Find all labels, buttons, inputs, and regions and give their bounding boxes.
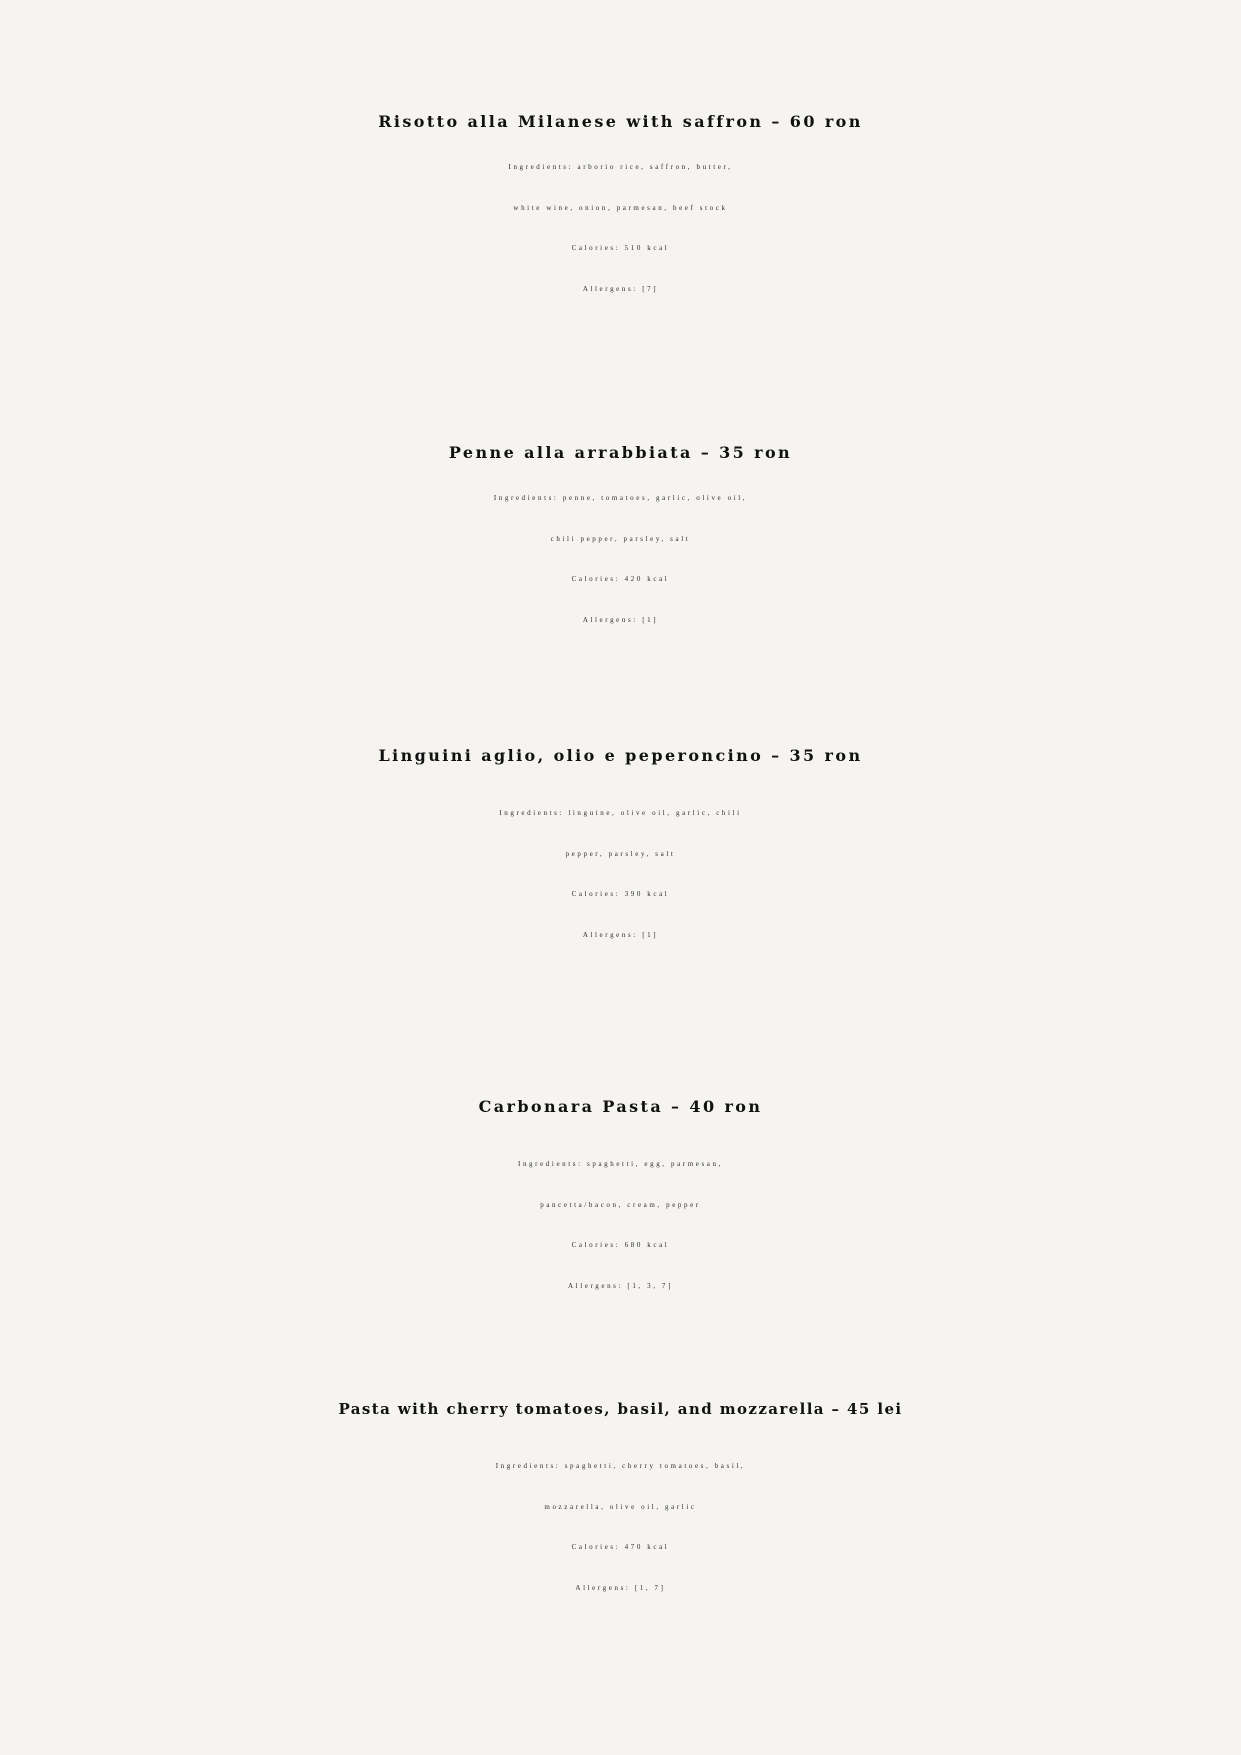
- dish-calories: Calories: 420 kcal: [571, 575, 670, 583]
- dish-calories: Calories: 390 kcal: [571, 890, 670, 898]
- menu-item-risotto: [0, 97, 1241, 309]
- dish-details: [0, 793, 1241, 955]
- dish-title: Pasta with cherry tomatoes, basil, and mozzarella – 45 lei: [338, 1400, 903, 1418]
- dish-ingredients: Ingredients: linguine, olive oil, garlic, chili: [499, 809, 742, 817]
- dish-ingredients: mozzarella, olive oil, garlic: [544, 1502, 697, 1511]
- dish-allergens: Allergens: [1, 7]: [575, 1583, 666, 1592]
- dish-details: [0, 147, 1241, 309]
- menu-item-linguini: [0, 731, 1241, 955]
- dish-ingredients: pancetta/bacon, cream, pepper: [540, 1200, 701, 1209]
- dish-details: [0, 1144, 1241, 1306]
- dish-allergens: Allergens: [7]: [582, 284, 659, 293]
- dish-ingredients: white wine, onion, parmesan, beef stock: [513, 203, 728, 212]
- menu-item-carbonara: [0, 1082, 1241, 1306]
- dish-ingredients: Ingredients: spaghetti, egg, parmesan,: [518, 1160, 723, 1168]
- dish-calories: Calories: 510 kcal: [571, 244, 670, 252]
- dish-calories: Calories: 470 kcal: [571, 1543, 670, 1551]
- dish-allergens: Allergens: [1]: [582, 615, 659, 624]
- dish-details: [0, 1446, 1241, 1608]
- dish-ingredients: pepper, parsley, salt: [565, 849, 676, 858]
- dish-details: [0, 478, 1241, 640]
- dish-ingredients: Ingredients: penne, tomatoes, garlic, olive oil,: [493, 494, 748, 502]
- dish-ingredients: Ingredients: arborio rice, saffron, butter,: [508, 163, 733, 171]
- dish-calories: Calories: 680 kcal: [571, 1241, 670, 1249]
- dish-allergens: Allergens: [1]: [582, 930, 659, 939]
- dish-title: Risotto alla Milanese with saffron – 60 ron: [378, 112, 863, 131]
- dish-ingredients: chili pepper, parsley, salt: [550, 534, 691, 543]
- dish-ingredients: Ingredients: spaghetti, cherry tomatoes, basil,: [495, 1462, 746, 1470]
- menu-item-penne: [0, 428, 1241, 640]
- dish-allergens: Allergens: [1, 3, 7]: [568, 1281, 673, 1290]
- dish-title: Penne alla arrabbiata – 35 ron: [448, 443, 793, 462]
- dish-title: Carbonara Pasta – 40 ron: [478, 1097, 763, 1116]
- menu-item-cherry-tomato-pasta: [0, 1384, 1241, 1608]
- dish-title: Linguini aglio, olio e peperoncino – 35 ron: [378, 746, 863, 765]
